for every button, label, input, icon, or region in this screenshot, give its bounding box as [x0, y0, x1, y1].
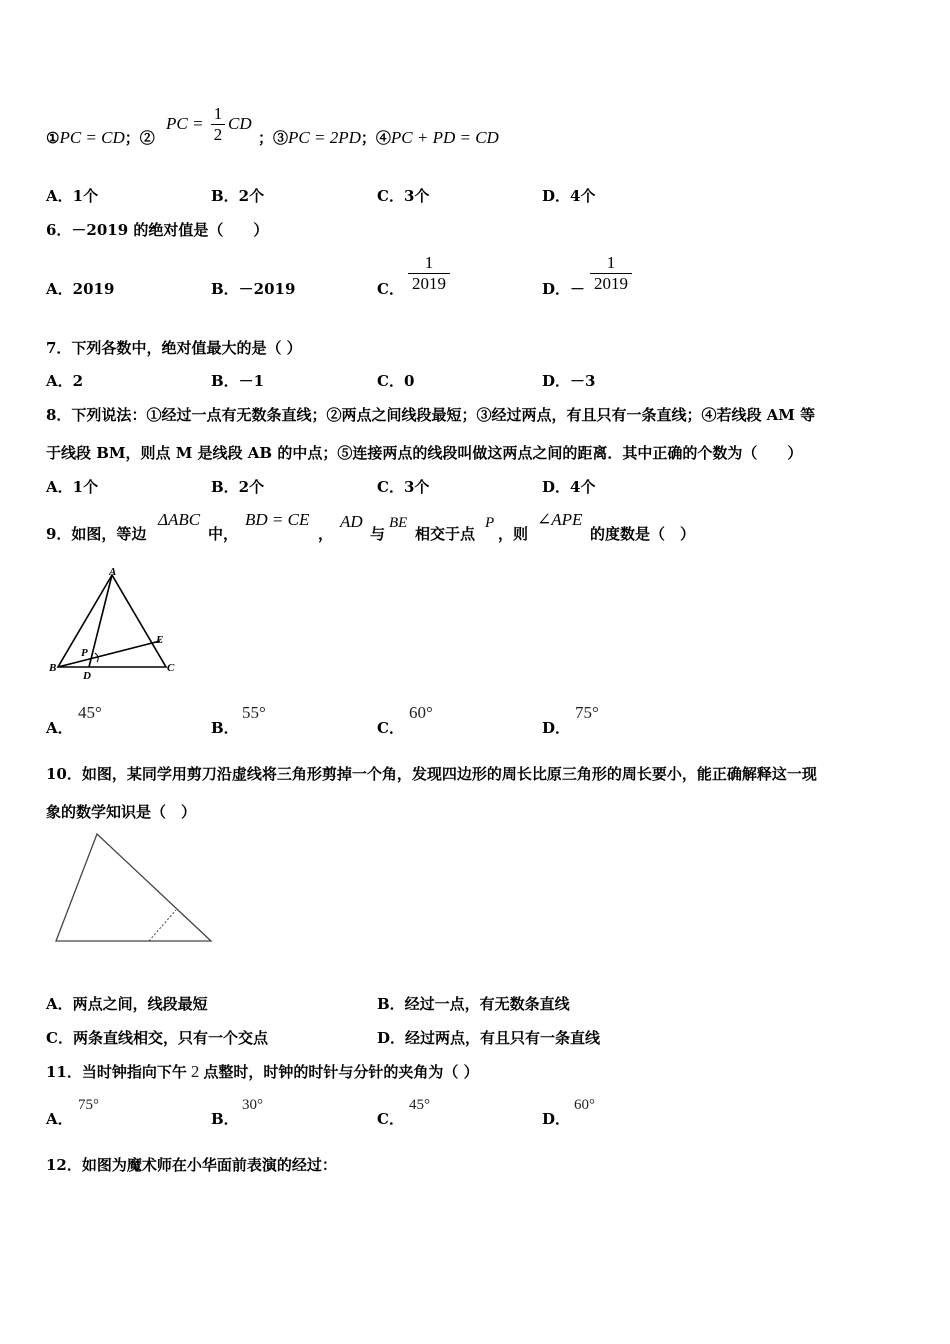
- q5-statement-4: PC + PD = CD: [390, 128, 499, 147]
- q7-option-b[interactable]: B．－1: [211, 372, 265, 390]
- q9-option-a[interactable]: A．: [46, 719, 73, 737]
- q5-option-b[interactable]: B．2个: [211, 187, 265, 205]
- q5-statements: [46, 128, 155, 148]
- q8-option-d[interactable]: D．4个: [542, 478, 596, 496]
- label-e: E: [156, 634, 164, 646]
- q11-option-c[interactable]: C．: [377, 1110, 404, 1128]
- q11-stem: [46, 1062, 479, 1082]
- label-b: B: [49, 662, 57, 674]
- q11-math-hour: 2: [190, 1062, 200, 1081]
- q11-option-b[interactable]: B．: [211, 1110, 239, 1128]
- q9-math-triangle: [158, 510, 200, 530]
- q11-option-d[interactable]: D．: [542, 1110, 571, 1128]
- q9-option-b-value: 55°: [242, 703, 266, 722]
- q9-stem-part-7: 的度数是（ ）: [590, 525, 696, 543]
- q11-stem-part-2: 点整时，时钟的时针与分针的夹角为（ ）: [203, 1063, 479, 1081]
- label-a: A: [109, 566, 117, 578]
- q8-stem-line-2: 于线段 BM，则点 M 是线段 AB 的中点；⑤连接两点的线段叫做这两点之间的距离．其中正确的个数为（ ）: [46, 444, 803, 462]
- q6-option-d-fraction: [590, 253, 632, 294]
- q6-option-c-label: C．: [377, 280, 404, 298]
- q5-statement-2-left: PC =: [166, 114, 204, 133]
- fraction-numerator: 1: [213, 104, 223, 123]
- q9-stem-part-5: 相交于点: [415, 525, 476, 543]
- q8-option-b[interactable]: B．2个: [211, 478, 265, 496]
- q9-math-be: [389, 512, 407, 533]
- q9-math-2: BD = CE: [245, 510, 310, 529]
- q11-option-a[interactable]: A．: [46, 1110, 73, 1128]
- q9-option-d-value: 75°: [575, 703, 599, 722]
- q6-option-b[interactable]: B．－2019: [211, 280, 296, 298]
- q5-statement-2-right-wrap: [228, 114, 252, 134]
- triangle-outline: [56, 834, 211, 941]
- segment-ad: [89, 575, 112, 667]
- q9-option-b[interactable]: B．: [211, 719, 239, 737]
- q7-option-a[interactable]: A．2: [46, 372, 84, 390]
- q9-math-3: AD: [340, 512, 363, 531]
- q6-option-c-fraction: [408, 253, 450, 294]
- q9-stem-part-3: ，: [318, 525, 334, 543]
- q10-option-a[interactable]: A．两点之间，线段最短: [46, 995, 208, 1013]
- fraction-denominator: 2: [213, 125, 223, 144]
- q6-option-c[interactable]: [377, 279, 404, 299]
- q9-stem-part-2: 中，: [208, 525, 239, 543]
- q9-math-p: [485, 512, 494, 533]
- q7-option-d[interactable]: D．－3: [542, 372, 596, 390]
- q9-option-c-value: 60°: [409, 703, 433, 722]
- q6-option-d-label: D．－: [542, 280, 586, 298]
- q5-marker-1: ①: [46, 129, 60, 147]
- label-d: D: [83, 670, 91, 682]
- q5-fraction-half: [211, 104, 225, 145]
- q5-marker-2: ；②: [124, 129, 155, 147]
- q11-stem-part-1: 11．当时钟指向下午: [46, 1063, 187, 1081]
- label-p: P: [81, 647, 88, 659]
- q7-stem: 7．下列各数中，绝对值最大的是（ ）: [46, 339, 302, 357]
- q9-math-4: BE: [389, 515, 408, 531]
- cut-dashed-line: [149, 910, 176, 941]
- fraction-denominator: 2019: [594, 274, 628, 293]
- q10-option-d[interactable]: D．经过两点，有且只有一条直线: [377, 1029, 601, 1047]
- q10-stem-line-2: 象的数学知识是（ ）: [46, 803, 197, 821]
- q11-option-b-value: 30°: [242, 1097, 263, 1113]
- q11-option-a-value: 75°: [78, 1097, 99, 1113]
- q5-statement-1: PC = CD: [59, 128, 125, 147]
- q8-stem-line-1: 8．下列说法：①经过一点有无数条直线；②两点之间线段最短；③经过两点，有且只有一条直线；④若线段 AM 等: [46, 406, 816, 424]
- q5-marker-3: ；③: [258, 129, 289, 147]
- fraction-numerator: 1: [606, 253, 616, 272]
- q9-math-5: P: [485, 515, 495, 531]
- label-c: C: [167, 662, 175, 674]
- segment-be: [58, 641, 160, 667]
- q9-math-angle: [537, 510, 582, 530]
- q9-stem-part-4: 与: [370, 525, 386, 543]
- q11-option-c-value: 45°: [409, 1097, 430, 1113]
- q9-triangle-figure: [45, 565, 185, 685]
- q9-math-bd-ce: [245, 510, 309, 530]
- q9-option-a-value: 45°: [78, 703, 102, 722]
- q8-option-c[interactable]: C．3个: [377, 478, 430, 496]
- q8-option-a[interactable]: A．1个: [46, 478, 99, 496]
- q5-statement-3: PC = 2PD: [288, 128, 361, 147]
- q5-option-a[interactable]: A．1个: [46, 187, 99, 205]
- q5-option-c[interactable]: C．3个: [377, 187, 430, 205]
- q6-stem: 6．－2019 的绝对值是（ ）: [46, 221, 269, 239]
- q5-marker-4: ；④: [360, 129, 391, 147]
- q9-math-ad: [340, 512, 363, 532]
- q9-stem-part-6: ，则: [498, 525, 529, 543]
- q6-option-d[interactable]: [542, 279, 585, 299]
- q6-option-a[interactable]: A．2019: [46, 280, 115, 298]
- fraction-numerator: 1: [424, 253, 434, 272]
- q7-option-c[interactable]: C．0: [377, 372, 415, 390]
- q10-triangle-figure: [50, 828, 220, 948]
- q12-stem: 12．如图为魔术师在小华面前表演的经过：: [46, 1156, 337, 1174]
- q9-math-1: ΔABC: [158, 510, 201, 529]
- q9-option-d[interactable]: D．: [542, 719, 571, 737]
- q5-statement-2-right: CD: [228, 114, 252, 133]
- q5-option-d[interactable]: D．4个: [542, 187, 596, 205]
- q9-math-6: ∠APE: [537, 510, 583, 529]
- q11-option-d-value: 60°: [574, 1097, 595, 1113]
- q5-statements-rest: [258, 128, 499, 148]
- fraction-denominator: 2019: [412, 274, 446, 293]
- q5-statement-2: [166, 114, 203, 134]
- q10-option-b[interactable]: B．经过一点，有无数条直线: [377, 995, 570, 1013]
- q10-stem-line-1: 10．如图，某同学用剪刀沿虚线将三角形剪掉一个角，发现四边形的周长比原三角形的周长要小，能正确解释这一现: [46, 765, 817, 783]
- q9-stem-part-1: 9．如图，等边: [46, 525, 147, 543]
- q9-option-c[interactable]: C．: [377, 719, 404, 737]
- q10-option-c[interactable]: C．两条直线相交，只有一个交点: [46, 1029, 268, 1047]
